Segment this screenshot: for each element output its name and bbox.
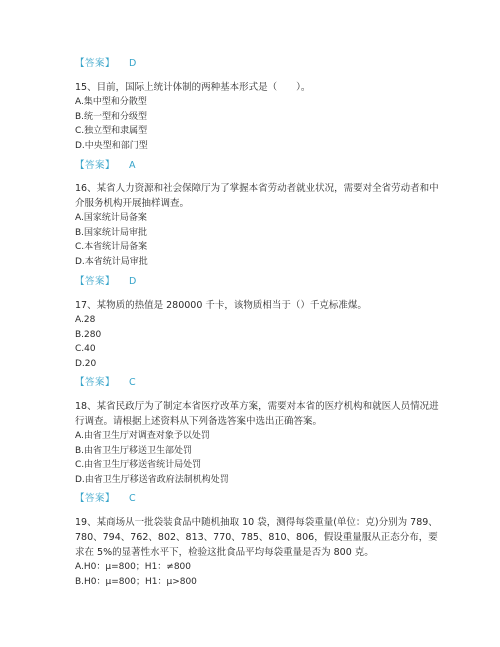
answer-line [75,377,445,389]
option-b: B.280 [75,329,102,340]
answer-label: 【答案】 [75,493,116,504]
question-stem: 16、某省人力资源和社会保障厅为了掌握本省劳动者就业状况，需要对全省劳动者和中介服务机构开展抽样调查。 [75,183,439,209]
option-a: A.由省卫生厅对调查对象予以处罚 [75,431,210,441]
answer-label: 【答案】 [75,377,116,388]
answer-value: D [129,276,137,287]
answer-value: C [129,377,136,388]
question-stem: 17、某物质的热值是 280000 千卡，该物质相当于（）千克标准煤。 [75,300,367,311]
answer-value: A [129,160,136,171]
option-a: A.国家统计局备案 [75,213,147,223]
answer-label: 【答案】 [75,160,116,171]
option-c: C.本省统计局备案 [75,242,148,252]
question-stem: 18、某省民政厅为了制定本省医疗改革方案，需要对本省的医疗机构和就医人员情况进行调查。请根据上述资料从下列备选答案中选出正确答案。 [75,401,439,427]
option-a: A.集中型和分散型 [75,97,147,107]
option-c: C.独立型和隶属型 [75,126,148,136]
answer-line [75,493,445,505]
answer-value: D [129,58,137,69]
answer-label: 【答案】 [75,58,116,69]
answer-line [75,58,445,70]
option-a: A.28 [75,315,96,325]
answer-value: C [129,493,136,504]
option-d: D.中央型和部门型 [75,140,148,151]
option-c: C.由省卫生厅移送省统计局处罚 [75,460,202,470]
option-b: B.H0：μ=800；H1：μ>800 [75,576,197,587]
question-19 [75,515,445,589]
question-17 [75,298,445,371]
question-stem: 15、目前，国际上统计体制的两种基本形式是（ ）。 [75,82,311,93]
option-b: B.由省卫生厅移送卫生部处罚 [75,445,193,456]
option-d: D.20 [75,358,97,369]
option-c: C.40 [75,344,96,354]
question-stem: 19、某商场从一批袋装食品中随机抽取 10 袋，测得每袋重量(单位：克)分别为 789、780、794、762、802、813、770、785、810、806，假设重量服从正态分布，要求在 5%的显著性水平下，检验这批食品平均每袋重量是否为 800 克。 [75,517,438,558]
answer-label: 【答案】 [75,276,116,287]
option-d: D.由省卫生厅移送省政府法制机构处罚 [75,474,229,485]
question-18 [75,399,445,487]
option-b: B.国家统计局审批 [75,227,148,238]
question-16 [75,181,445,269]
option-b: B.统一型和分级型 [75,111,148,122]
option-d: D.本省统计局审批 [75,256,148,267]
answer-line [75,276,445,288]
option-a: A.H0：μ=800；H1：≠800 [75,562,192,572]
answer-line [75,160,445,172]
question-15 [75,80,445,153]
